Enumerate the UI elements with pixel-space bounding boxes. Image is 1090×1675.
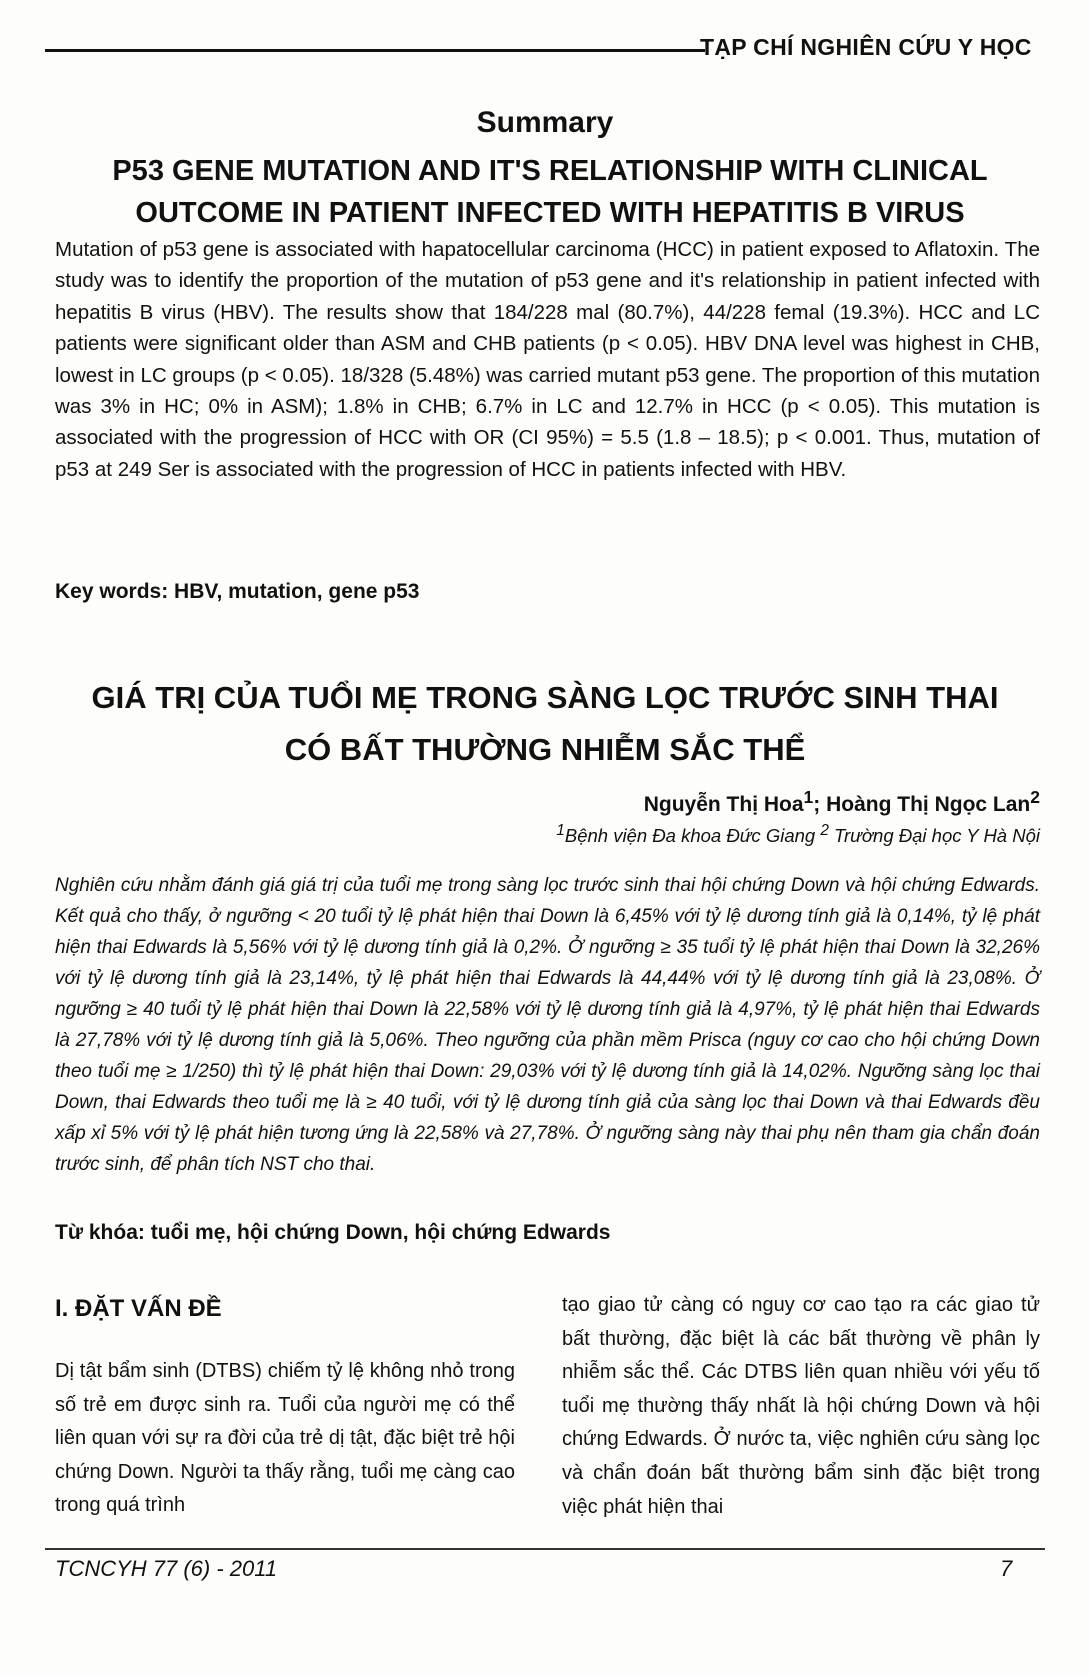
header-rule bbox=[45, 49, 705, 52]
page-number: 7 bbox=[1000, 1556, 1013, 1581]
summary-title-line-1: P53 GENE MUTATION AND IT'S RELATIONSHIP WITH CLINICAL bbox=[112, 155, 988, 187]
summary-title bbox=[40, 150, 1060, 234]
affiliation-2: Trường Đại học Y Hà Nội bbox=[834, 825, 1040, 847]
vietnamese-keywords: Từ khóa: tuổi mẹ, hội chứng Down, hội chứng Edwards bbox=[55, 1221, 611, 1244]
article-title-line-1: GIÁ TRỊ CỦA TUỔI MẸ TRONG SÀNG LỌC TRƯỚC SINH THAI bbox=[91, 680, 999, 715]
vietnamese-abstract: Nghiên cứu nhằm đánh giá giá trị của tuổi mẹ trong sàng lọc trước sinh thai hội chứng Down và hội chứng Edwards. Kết quả cho thấy, ở ngưỡng < 20 tuổi tỷ lệ phát hiện thai Down là 6,45% với tỷ lệ dương tính giả là 0,14%, tỷ lệ phát hiện thai Edwards là 5,56% với tỷ lệ dương tính giả là 0,2%. Ở ngưỡng ≥ 35 tuổi tỷ lệ phát hiện thai Down là 32,26% với tỷ lệ dương tính giả là 23,14%, tỷ lệ phát hiện thai Edwards là 44,44% với tỷ lệ dương tính giả là 23,08%. Ở ngưỡng ≥ 40 tuổi tỷ lệ phát hiện thai Down là 22,58% với tỷ lệ dương tính giả là 4,97%, tỷ lệ phát hiện thai Edwards là 27,78% với tỷ lệ dương tính giả là 5,06%. Theo ngưỡng của phần mềm Prisca (nguy cơ cao cho hội chứng Down theo tuổi mẹ ≥ 1/250) thì tỷ lệ phát hiện thai Down: 29,03% với tỷ lệ dương tính giả là 14,02%. Ngưỡng sàng lọc thai Down, thai Edwards theo tuổi mẹ là ≥ 40 tuổi, với tỷ lệ dương tính giả của sàng lọc thai Down và thai Edwards đều xấp xỉ 5% với tỷ lệ phát hiện tương ứng là 22,58% và 27,78%. Ở ngưỡng sàng này thai phụ nên tham gia chẩn đoán trước sinh, để phân tích NST cho thai. bbox=[55, 875, 1040, 1175]
summary-title-line-2: OUTCOME IN PATIENT INFECTED WITH HEPATITIS B VIRUS bbox=[135, 197, 965, 229]
article-title bbox=[40, 672, 1050, 776]
authors bbox=[644, 787, 1040, 817]
english-keywords: Key words: HBV, mutation, gene p53 bbox=[55, 580, 420, 603]
body-column-left: Dị tật bẩm sinh (DTBS) chiếm tỷ lệ không nhỏ trong số trẻ em được sinh ra. Tuổi của người mẹ có thể liên quan với sự ra đời của trẻ dị tật, đặc biệt trẻ hội chứng Down. Người ta thấy rằng, tuổi mẹ càng cao trong quá trình bbox=[55, 1360, 515, 1517]
author-separator: ; bbox=[813, 793, 827, 816]
footer-citation: TCNCYH 77 (6) - 2011 bbox=[55, 1556, 278, 1581]
article-title-line-2: CÓ BẤT THƯỜNG NHIỄM SẮC THỂ bbox=[284, 732, 806, 767]
footer-rule bbox=[45, 1548, 1045, 1550]
affiliation-1: Bệnh viện Đa khoa Đức Giang bbox=[564, 825, 816, 847]
author-2-affiliation-mark: 2 bbox=[1030, 787, 1040, 807]
body-column-right: tạo giao tử càng có nguy cơ cao tạo ra các giao tử bất thường, đặc biệt là các bất thường về phân ly nhiễm sắc thể. Các DTBS liên quan nhiều với yếu tố tuổi mẹ thường thấy nhất là hội chứng Down và hội chứng Edwards. Ở nước ta, việc nghiên cứu sàng lọc và chẩn đoán bất thường bẩm sinh đặc biệt trong việc phát hiện thai bbox=[562, 1294, 1040, 1518]
journal-name: TẠP CHÍ NGHIÊN CỨU Y HỌC bbox=[700, 34, 1032, 60]
affiliation-2-mark: 2 bbox=[820, 822, 829, 839]
section-heading: I. ĐẶT VẤN ĐỀ bbox=[55, 1295, 222, 1322]
author-1: Nguyễn Thị Hoa bbox=[643, 793, 804, 816]
affiliations bbox=[556, 822, 1040, 847]
author-2: Hoàng Thị Ngọc Lan bbox=[826, 793, 1031, 816]
author-1-affiliation-mark: 1 bbox=[803, 787, 814, 807]
english-abstract: Mutation of p53 gene is associated with hapatocellular carcinoma (HCC) in patient exposed to Aflatoxin. The study was to identify the proportion of the mutation of p53 gene and it's relationship in patient infected with hepatitis B virus (HBV). The results show that 184/228 mal (80.7%), 44/228 femal (19.3%). HCC and LC patients were significant older than ASM and CHB patients (p < 0.05). HBV DNA level was highest in CHB, lowest in LC groups (p < 0.05). 18/328 (5.48%) was carried mutant p53 gene. The proportion of this mutation was 3% in HC; 0% in ASM); 1.8% in CHB; 6.7% in LC and 12.7% in HCC (p < 0.05). This mutation is associated with the progression of HCC with OR (CI 95%) = 5.5 (1.8 – 18.5); p < 0.001. Thus, mutation of p53 at 249 Ser is associated with the progression of HCC in patients infected with HBV. bbox=[55, 238, 1040, 481]
affiliation-1-mark: 1 bbox=[556, 822, 565, 839]
summary-heading: Summary bbox=[476, 106, 614, 139]
